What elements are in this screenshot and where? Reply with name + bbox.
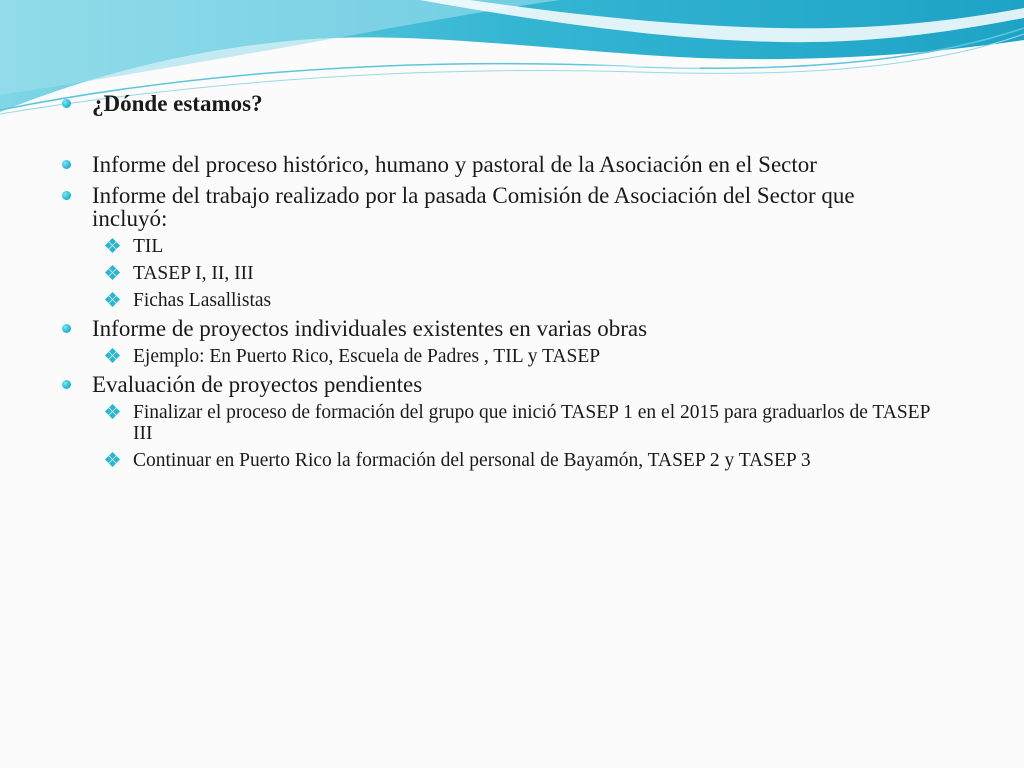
bullet-text: Informe de proyectos individuales existentes en varias obras [92,316,648,341]
sub-bullet-item [0,236,1024,257]
slide-body [0,92,1024,471]
round-bullet-icon [62,99,71,108]
bullet-item-1 [0,92,1024,115]
diamond-bullet-icon [106,405,120,419]
bullet-text: Informe del proceso histórico, humano y pastoral de la Asociación en el Sector [92,152,817,177]
sub-bullet-text: Continuar en Puerto Rico la formación del personal de Bayamón, TASEP 2 y TASEP 3 [133,450,811,471]
slide-heading: ¿Dónde estamos? [92,91,263,116]
round-bullet-icon [62,324,71,333]
bullet-item-5 [0,373,1024,396]
bullet-item-3 [0,184,1024,230]
round-bullet-icon [62,160,71,169]
sub-bullet-item [0,290,1024,311]
sub-bullet-item [0,263,1024,284]
diamond-bullet-icon [106,266,120,280]
diamond-bullet-icon [106,293,120,307]
sub-bullet-text: TIL [133,236,164,257]
sub-bullet-text: TASEP I, II, III [133,263,254,284]
bullet-text: Evaluación de proyectos pendientes [92,372,423,397]
bullet-text: Informe del trabajo realizado por la pasada Comisión de Asociación del Sector que incluyó: [92,183,855,231]
round-bullet-icon [62,191,71,200]
sub-bullet-item [0,346,1024,367]
diamond-bullet-icon [106,453,120,467]
sub-bullet-item [0,402,1024,444]
sub-bullet-text: Fichas Lasallistas [133,290,272,311]
sub-bullet-item [0,450,1024,471]
diamond-bullet-icon [106,349,120,363]
round-bullet-icon [62,380,71,389]
bullet-item-2 [0,153,1024,176]
sub-bullet-text: Finalizar el proceso de formación del grupo que inició TASEP 1 en el 2015 para graduarlos de TASEP III [133,402,930,444]
bullet-item-4 [0,317,1024,340]
sub-bullet-text: Ejemplo: En Puerto Rico, Escuela de Padres , TIL y TASEP [133,346,601,367]
diamond-bullet-icon [106,239,120,253]
